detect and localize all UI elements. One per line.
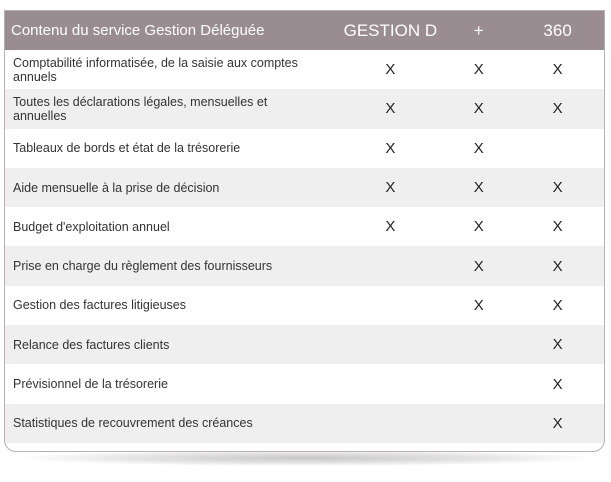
check-plus: X xyxy=(473,296,484,314)
service-name: Tableaux de bords et état de la trésorerie xyxy=(13,141,241,156)
service-name: Aide mensuelle à la prise de décision xyxy=(13,180,220,195)
table-row xyxy=(5,89,604,128)
check-360: X xyxy=(552,61,563,79)
service-name: Comptabilité informatisée, de la saisie aux comptes annuels xyxy=(13,55,298,84)
table-row xyxy=(5,325,604,364)
service-name: Toutes les déclarations légales, mensuelles et annuelles xyxy=(13,94,268,123)
header-gestion-d: GESTION D xyxy=(343,20,438,40)
header-360: 360 xyxy=(543,20,572,40)
table-row xyxy=(5,129,604,168)
check-360: X xyxy=(552,414,563,432)
header-plus: + xyxy=(473,20,484,40)
check-360: X xyxy=(552,100,563,118)
service-name: Prise en charge du règlement des fournisseurs xyxy=(13,259,273,274)
service-name: Prévisionnel de la trésorerie xyxy=(13,377,168,392)
check-gestion-d: X xyxy=(385,179,396,197)
table-row xyxy=(5,364,604,403)
table-row xyxy=(5,207,604,246)
service-name: Gestion des factures litigieuses xyxy=(13,298,187,313)
check-360: X xyxy=(552,218,563,236)
header-service: Contenu du service Gestion Déléguée xyxy=(11,22,265,39)
check-360: X xyxy=(552,179,563,197)
check-plus: X xyxy=(473,139,484,157)
table-row xyxy=(5,246,604,285)
table-row xyxy=(5,404,604,443)
service-name: Relance des factures clients xyxy=(13,337,170,352)
check-plus: X xyxy=(473,218,484,236)
check-360: X xyxy=(552,375,563,393)
table-row xyxy=(5,286,604,325)
check-gestion-d: X xyxy=(385,218,396,236)
table-row xyxy=(5,50,604,89)
service-name: Budget d'exploitation annuel xyxy=(13,219,170,234)
check-plus: X xyxy=(473,100,484,118)
check-gestion-d: X xyxy=(385,139,396,157)
check-360: X xyxy=(552,336,563,354)
table-row xyxy=(5,168,604,207)
check-gestion-d: X xyxy=(385,100,396,118)
service-name: Statistiques de recouvrement des créances xyxy=(13,416,253,431)
check-360: X xyxy=(552,296,563,314)
comparison-table xyxy=(4,10,605,452)
check-plus: X xyxy=(473,179,484,197)
check-plus: X xyxy=(473,61,484,79)
check-plus: X xyxy=(473,257,484,275)
table-header xyxy=(5,11,604,50)
card-shadow xyxy=(22,450,589,466)
check-360: X xyxy=(552,257,563,275)
check-gestion-d: X xyxy=(385,61,396,79)
